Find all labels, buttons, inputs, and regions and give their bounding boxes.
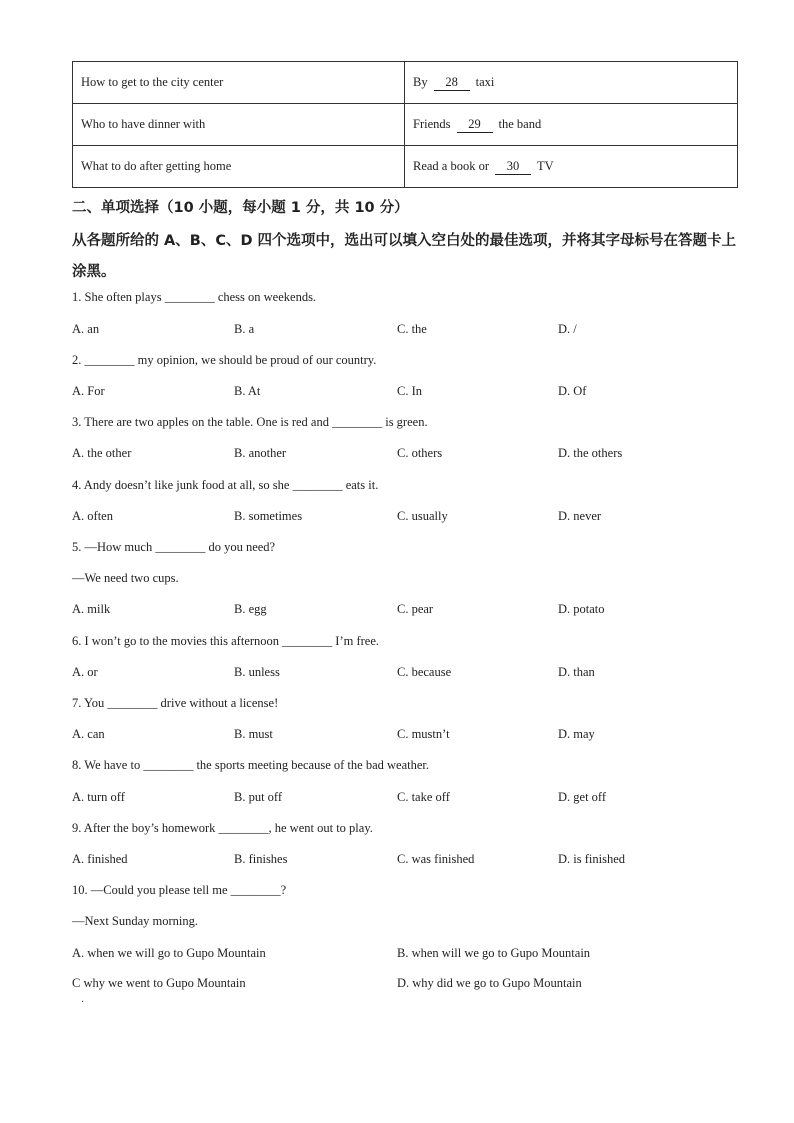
question-10-response: —Next Sunday morning. [72, 914, 199, 928]
option-c: C. the [397, 322, 427, 336]
option-a: A. when we will go to Gupo Mountain [72, 946, 266, 960]
question-5-response: —We need two cups. [72, 571, 179, 585]
option-c: C. was finished [397, 852, 475, 866]
option-d: D. is finished [558, 852, 626, 866]
question-3: 3. There are two apples on the table. One is red and ________ is green. [72, 415, 428, 429]
option-d: D. why did we go to Gupo Mountain [397, 976, 582, 990]
option-c: C. others [397, 446, 443, 460]
option-d: D. potato [558, 602, 605, 616]
option-a: A. or [72, 665, 98, 679]
answer-before: Read a book or [413, 158, 490, 173]
option-a: A. often [72, 509, 113, 523]
question-2: 2. ________ my opinion, we should be proud of our country. [72, 353, 377, 367]
option-c: C. pear [397, 602, 434, 616]
table-cell-answer [405, 146, 738, 188]
option-b: B. put off [234, 790, 283, 804]
option-a: A. the other [72, 446, 132, 460]
answer-before: By [413, 74, 428, 89]
answer-blank: 30 [495, 159, 531, 175]
option-a: A. finished [72, 852, 128, 866]
option-b: B. a [234, 322, 255, 336]
table-cell-label: Who to have dinner with [73, 104, 405, 146]
question-1: 1. She often plays ________ chess on weekends. [72, 290, 317, 304]
question-10: 10. —Could you please tell me ________? [72, 883, 287, 897]
answer-before: Friends [413, 116, 451, 131]
option-b: B. finishes [234, 852, 288, 866]
option-a: A. turn off [72, 790, 125, 804]
table-cell-label: How to get to the city center [73, 62, 405, 104]
option-b: B. another [234, 446, 287, 460]
option-d: D. Of [558, 384, 587, 398]
table-cell-answer [405, 104, 738, 146]
option-c: C why we went to Gupo Mountain [72, 976, 246, 990]
answer-after: the band [498, 116, 542, 131]
option-b: B. unless [234, 665, 280, 679]
option-c: C. because [397, 665, 452, 679]
option-b: B. must [234, 727, 273, 741]
option-a: A. an [72, 322, 100, 336]
option-d: D. than [558, 665, 595, 679]
table-cell-label: What to do after getting home [73, 146, 405, 188]
option-d: D. / [558, 322, 577, 336]
option-a: A. For [72, 384, 105, 398]
stray-mark: · [81, 997, 85, 1008]
info-table-wrapper [72, 61, 738, 188]
question-8: 8. We have to ________ the sports meeting because of the bad weather. [72, 758, 429, 772]
table-row [73, 62, 738, 104]
question-5: 5. —How much ________ do you need? [72, 540, 276, 554]
answer-after: taxi [475, 74, 495, 89]
section-instruction: 从各题所给的 A、B、C、D 四个选项中，选出可以填入空白处的最佳选项，并将其字母标号在答题卡上涂黑。 [72, 233, 737, 280]
info-table [72, 61, 738, 188]
option-d: D. never [558, 509, 602, 523]
answer-blank: 29 [457, 117, 493, 133]
answer-after: TV [537, 158, 554, 173]
option-d: D. get off [558, 790, 607, 804]
table-row [73, 146, 738, 188]
option-a: A. milk [72, 602, 111, 616]
option-d: D. the others [558, 446, 623, 460]
option-b: B. when will we go to Gupo Mountain [397, 946, 591, 960]
answer-blank: 28 [434, 75, 470, 91]
table-row [73, 104, 738, 146]
option-c: C. In [397, 384, 422, 398]
question-6: 6. I won’t go to the movies this afternoon ________ I’m free. [72, 634, 380, 648]
option-c: C. usually [397, 509, 448, 523]
table-cell-answer [405, 62, 738, 104]
option-d: D. may [558, 727, 595, 741]
option-c: C. take off [397, 790, 450, 804]
question-9: 9. After the boy’s homework ________, he went out to play. [72, 821, 373, 835]
option-a: A. can [72, 727, 105, 741]
question-4: 4. Andy doesn’t like junk food at all, so she ________ eats it. [72, 478, 379, 492]
section-title: 二、单项选择（10 小题，每小题 1 分，共 10 分） [72, 200, 409, 216]
option-b: B. At [234, 384, 261, 398]
question-7: 7. You ________ drive without a license! [72, 696, 279, 710]
option-b: B. sometimes [234, 509, 303, 523]
option-b: B. egg [234, 602, 267, 616]
option-c: C. mustn’t [397, 727, 450, 741]
